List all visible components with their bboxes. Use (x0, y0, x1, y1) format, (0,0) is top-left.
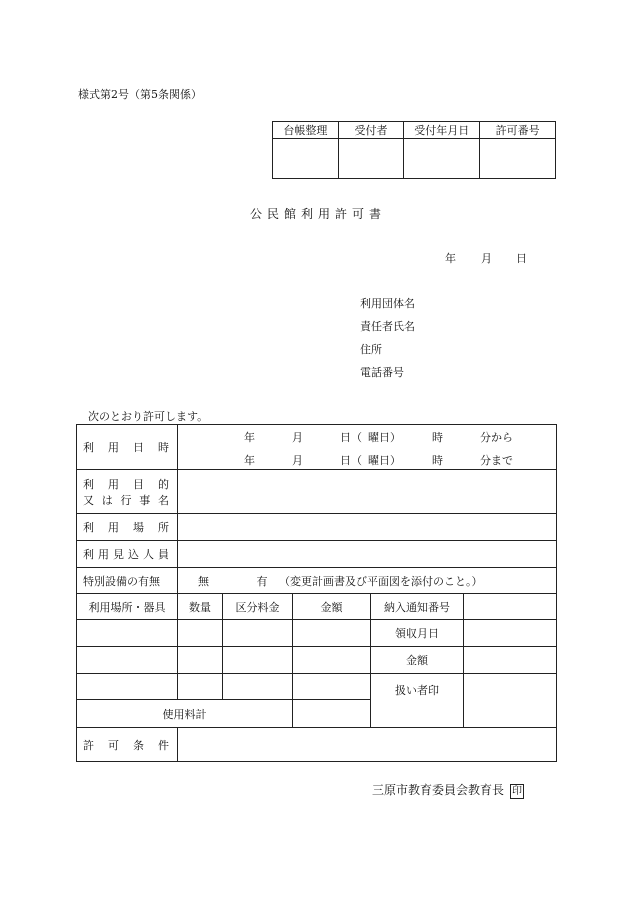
fee-cell[interactable] (178, 674, 223, 700)
intro-text: 次のとおり許可します。 (88, 410, 209, 423)
special-equipment-label: 特別設備の有無 (77, 568, 178, 594)
purpose-label: 利用目的 又は行事名 (77, 470, 178, 514)
fee-cell[interactable] (178, 620, 223, 647)
phone-label: 電話番号 (360, 366, 404, 379)
equipment-none-option[interactable]: 無 (198, 574, 209, 588)
receipt-date-label: 領収月日 (371, 620, 464, 647)
fee-cell[interactable] (223, 620, 293, 647)
form-number: 様式第2号（第5条関係） (78, 88, 202, 101)
ledger-cell-register[interactable] (273, 139, 339, 179)
fee-cell[interactable] (77, 674, 178, 700)
fee-cell[interactable] (293, 647, 371, 674)
fee-cell[interactable] (223, 674, 293, 700)
fee-header-notice-number: 納入通知番号 (371, 594, 464, 620)
usage-datetime-field[interactable]: 年 月 日（ 曜日） 時 分から 年 月 日（ 曜日） 時 分まで (178, 425, 557, 470)
fee-header-quantity: 数量 (178, 594, 223, 620)
total-fee-label: 使用料計 (77, 700, 293, 728)
fee-header-amount: 金額 (293, 594, 371, 620)
total-fee-field[interactable] (293, 700, 371, 728)
fee-cell[interactable] (293, 620, 371, 647)
document-title: 公民館利用許可書 (250, 207, 387, 221)
special-equipment-field[interactable] (178, 568, 557, 594)
fee-header-place: 利用場所・器具 (77, 594, 178, 620)
equipment-yes-option[interactable]: 有 (256, 574, 268, 588)
issuer-title: 三原市教育委員会教育長 (372, 783, 505, 797)
usage-datetime-label: 利用日時 (77, 425, 178, 470)
fee-cell[interactable] (77, 647, 178, 674)
representative-label: 責任者氏名 (360, 320, 415, 333)
seal-mark: 印 (512, 786, 523, 797)
received-amount-label: 金額 (371, 647, 464, 674)
ledger-cell-received-date[interactable] (404, 139, 480, 179)
fee-cell[interactable] (223, 647, 293, 674)
group-name-label: 利用団体名 (360, 297, 415, 310)
ledger-cell-receiver[interactable] (338, 139, 404, 179)
ledger-cell-permit-number[interactable] (480, 139, 556, 179)
permit-table (76, 424, 557, 762)
received-amount-field[interactable] (464, 647, 557, 674)
fee-cell[interactable] (293, 674, 371, 700)
address-label: 住所 (360, 343, 382, 356)
ledger-header-register: 台帳整理 (273, 122, 339, 139)
conditions-field[interactable] (178, 728, 557, 762)
conditions-label: 許可条件 (77, 728, 178, 762)
place-field[interactable] (178, 514, 557, 541)
notice-number-field[interactable] (464, 594, 557, 620)
attendees-field[interactable] (178, 541, 557, 568)
attendees-label: 利用見込人員 (77, 541, 178, 568)
ledger-header-receiver: 受付者 (338, 122, 404, 139)
fee-cell[interactable] (178, 647, 223, 674)
fee-header-rate: 区分料金 (223, 594, 293, 620)
fee-cell[interactable] (77, 620, 178, 647)
receipt-date-field[interactable] (464, 620, 557, 647)
place-label: 利用場所 (77, 514, 178, 541)
handler-seal-field[interactable] (464, 674, 557, 728)
purpose-field[interactable] (178, 470, 557, 514)
issuer-line (372, 781, 524, 799)
handler-seal-label: 扱い者印 (371, 674, 464, 728)
ledger-header-received-date: 受付年月日 (404, 122, 480, 139)
ledger-header-permit-number: 許可番号 (480, 122, 556, 139)
ledger-table (272, 121, 556, 179)
equipment-note: （変更計画書及び平面図を添付のこと。） (279, 574, 483, 588)
